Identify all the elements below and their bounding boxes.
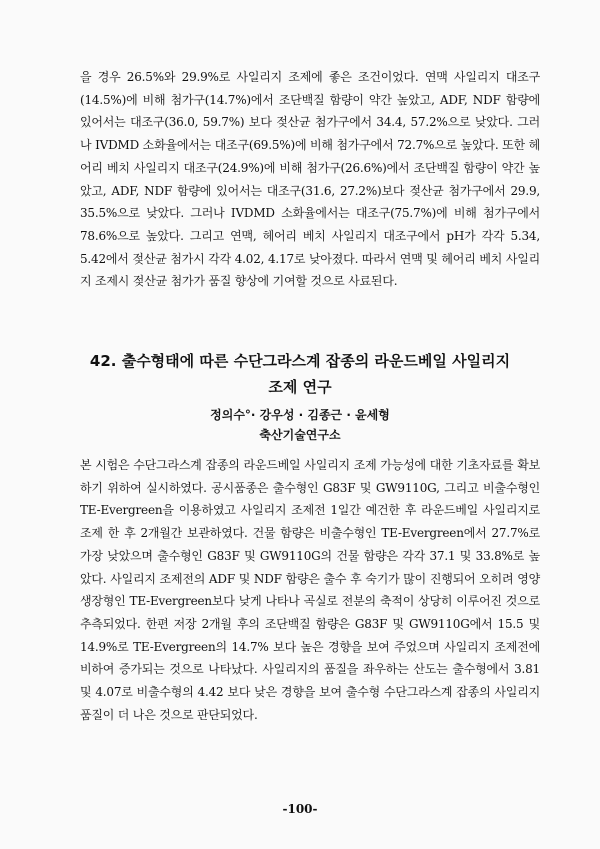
article-title-line-2: 조제 연구 xyxy=(268,378,332,396)
article-title-line-1: 42. 출수형태에 따른 수단그라스계 잡종의 라운드베일 사일리지 xyxy=(89,352,511,370)
article-authors: 정의수°· 강우성 · 김종근 · 윤세형 xyxy=(210,408,390,422)
article-affiliation: 축산기술연구소 xyxy=(259,428,341,442)
page-number: -100- xyxy=(282,802,318,816)
abstract-paragraph: 본 시험은 수단그라스계 잡종의 라운드베일 사일리지 조제 가능성에 대한 기초자료를 확보하기 위하여 실시하였다. 공시품종은 출수형인 G83F 및 GW9110G, 그리고 비출수형인 TE-Evergreen을 이용하였고 사일리지 조제전 1일간 예건한 후 라운드베일 사일리지로 조제 한 후 2개월간 보관하였다. 건물 함량은 비출수형인 TE-Evergreen에서 27.7%로 가장 낮았으며 출수형인 G83F 및 GW9110G의 건물 함량은 각각 37.1 및 33.8%로 높았다. 사일리지 조제전의 ADF 및 NDF 함량은 출수 후 숙기가 많이 진행되어 오히려 영양생장형인 TE-Evergreen보다 낮게 나타나 곡실로 전분의 축적이 상당히 이루어진 것으로 추측되었다. 한편 저장 2개월 후의 조단백질 함량은 G83F 및 GW9110G에서 15.5 및 14.9%로 TE-Evergreen의 14.7% 보다 높은 경향을 보여 주었으며 사일리지 조제전에 비하여 증가되는 것으로 나타났다. 사일리지의 품질을 좌우하는 산도는 출수형에서 3.81 및 4.07로 비출수형의 4.42 보다 낮은 경향을 보여 출수형 수단그라스계 잡종의 사일리지 품질이 더 나은 것으로 판단되었다. xyxy=(80,458,540,722)
continued-paragraph: 을 경우 26.5%와 29.9%로 사일리지 조제에 좋은 조건이었다. 연맥 사일리지 대조구(14.5%)에 비해 첨가구(14.7%)에서 조단백질 함량이 약간 높았고, ADF, NDF 함량에 있어서는 대조구(36.0, 59.7%) 보다 젖산균 첨가구에서 34.4, 57.2%으로 낮았다. 그러나 IVDMD 소화율에서는 대조구(69.5%)에 비해 첨가구에서 72.7%으로 높았다. 또한 헤어리 베치 사일리지 대조구(24.9%)에 비해 첨가구(26.6%)에서 조단백질 함량이 약간 높았고, ADF, NDF 함량에 있어서는 대조구(31.6, 27.2%)보다 젖산균 첨가구에서 29.9, 35.5%으로 낮았다. 그러나 IVDMD 소화율에서는 대조구(75.7%)에 비해 첨가구에서 78.6%으로 높았다. 그리고 연맥, 헤어리 베치 사일리지 대조구에서 pH가 각각 5.34, 5.42에서 젖산균 첨가시 각각 4.02, 4.17로 낮아졌다. 따라서 연맥 및 헤어리 베치 사일리지 조제시 젖산균 첨가가 품질 향상에 기여할 것으로 사료된다. xyxy=(80,70,540,289)
